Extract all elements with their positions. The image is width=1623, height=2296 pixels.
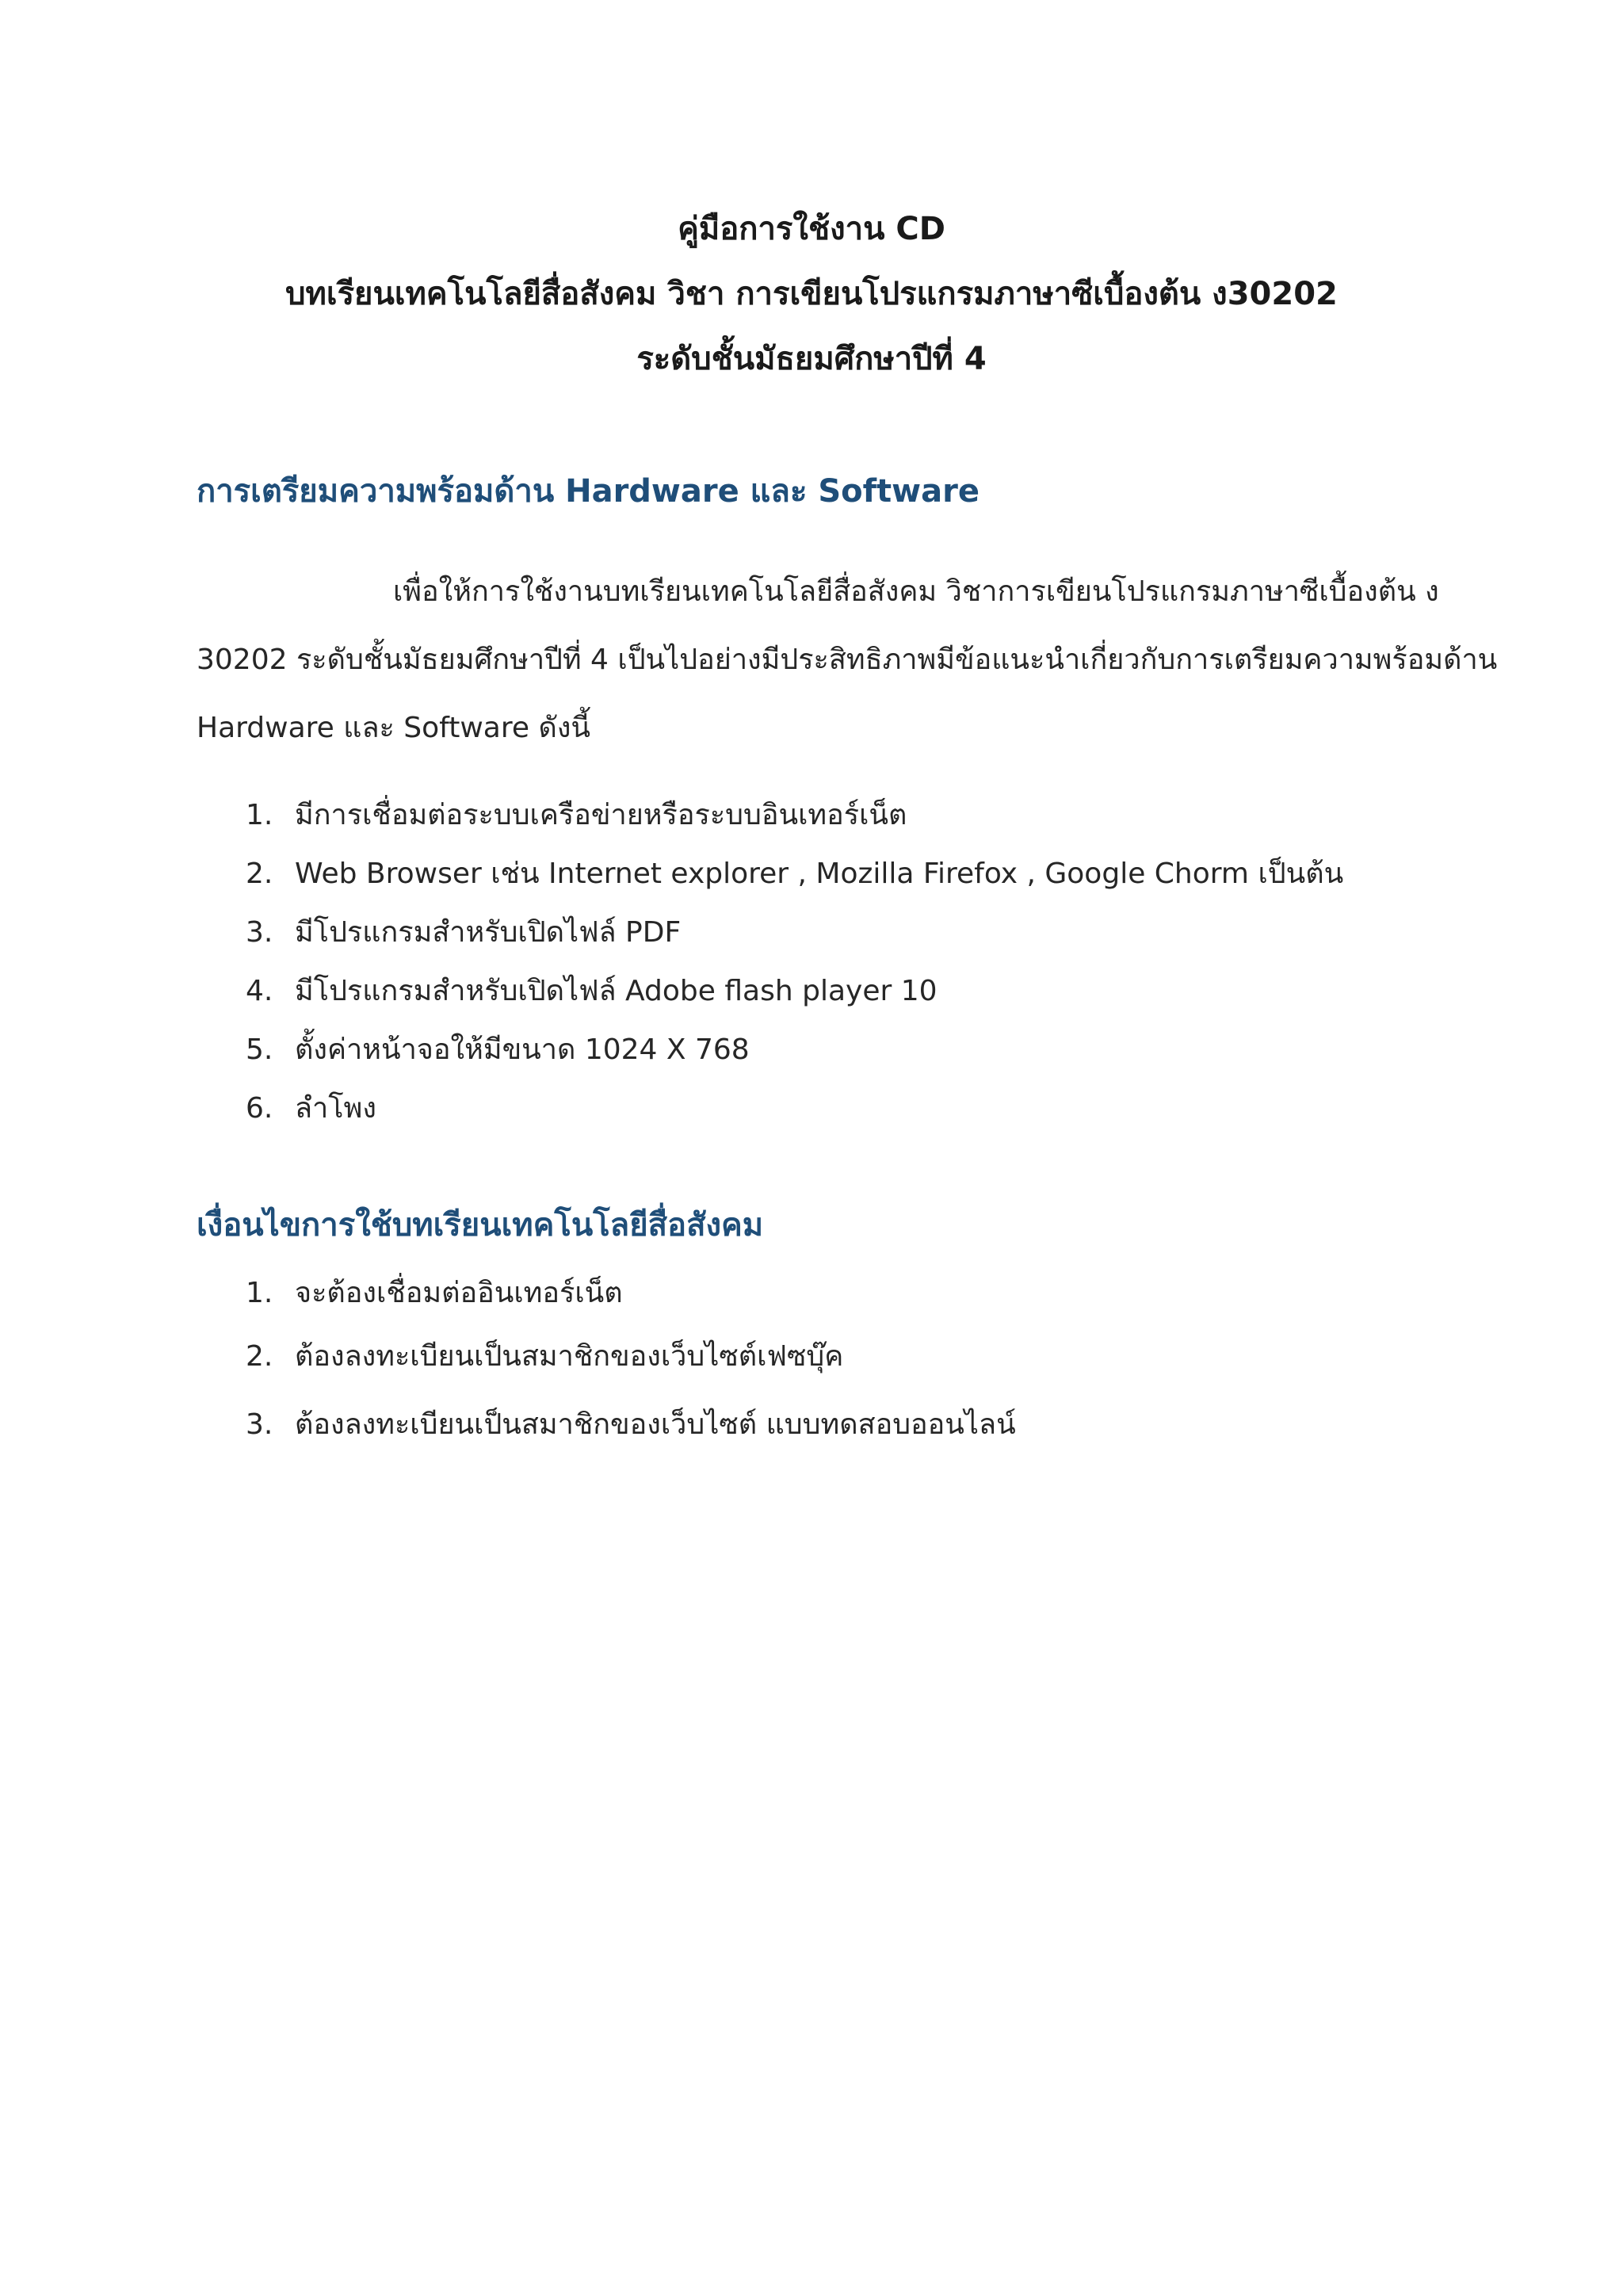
list-item-text: Web Browser เช่น Internet explorer , Mozilla Firefox , Google Chorm เป็นต้น [295,858,1344,890]
list-item-text: มีโปรแกรมสำหรับเปิดไฟล์ PDF [295,916,682,949]
title-line-1: คู่มือการใช้งาน CD [678,211,945,247]
list-item [246,1079,1343,1138]
section-heading-conditions: เงื่อนไขการใช้บทเรียนเทคโนโลยีสื่อสังคม [197,1207,764,1244]
document-title [0,197,1623,392]
list-item-number: 6. [246,1092,273,1125]
list-item-text: จะต้องเชื่อมต่ออินเทอร์เน็ต [295,1277,623,1309]
list-item-text: ต้องลงทะเบียนเป็นสมาชิกของเว็บไซต์เฟซบุ๊ค [295,1340,844,1373]
list-item [246,786,1343,845]
list-item-number: 1. [246,1277,273,1309]
list-item-text: ตั้งค่าหน้าจอให้มีขนาด 1024 X 768 [295,1033,750,1066]
list-item-number: 3. [246,916,273,949]
list-item-text: มีโปรแกรมสำหรับเปิดไฟล์ Adobe flash player 10 [295,975,938,1007]
list-item [246,904,1343,962]
paragraph-line-2: 30202 ระดับชั้นมัธยมศึกษาปีที่ 4 เป็นไปอย่างมีประสิทธิภาพมีข้อแนะนำเกี่ยวกับการเตรียมความพร้อมด้าน [197,644,1498,676]
list-item-text: มีการเชื่อมต่อระบบเครือข่ายหรือระบบอินเทอร์เน็ต [295,799,907,831]
list-item-number: 2. [246,858,273,890]
title-line-2: บทเรียนเทคโนโลยีสื่อสังคม วิชา การเขียนโปรแกรมภาษาซีเบื้องต้น ง30202 [285,276,1338,312]
list-item-number: 5. [246,1033,273,1066]
list-item [246,1262,1016,1325]
list-item [246,1021,1343,1079]
list-item [246,845,1343,904]
list-item [246,1325,1016,1389]
list-item [246,1393,1016,1457]
title-line-3: ระดับชั้นมัธยมศึกษาปีที่ 4 [636,341,987,377]
list-item [246,962,1343,1021]
list-item-number: 3. [246,1408,273,1441]
list-item-text: ลำโพง [295,1092,376,1125]
conditions-list [246,1262,1016,1457]
paragraph-line-1: เพื่อให้การใช้งานบทเรียนเทคโนโลยีสื่อสังคม วิชาการเขียนโปรแกรมภาษาซีเบื้องต้น ง [393,575,1439,608]
paragraph-line-3: Hardware และ Software ดังนี้ [197,712,591,744]
intro-paragraph [197,558,1498,762]
list-item-number: 4. [246,975,273,1007]
requirements-list [246,786,1343,1138]
list-item-number: 2. [246,1340,273,1373]
section-heading-hardware-software: การเตรียมความพร้อมด้าน Hardware และ Software [197,473,980,510]
list-item-text: ต้องลงทะเบียนเป็นสมาชิกของเว็บไซต์ แบบทดสอบออนไลน์ [295,1408,1016,1441]
list-item-number: 1. [246,799,273,831]
